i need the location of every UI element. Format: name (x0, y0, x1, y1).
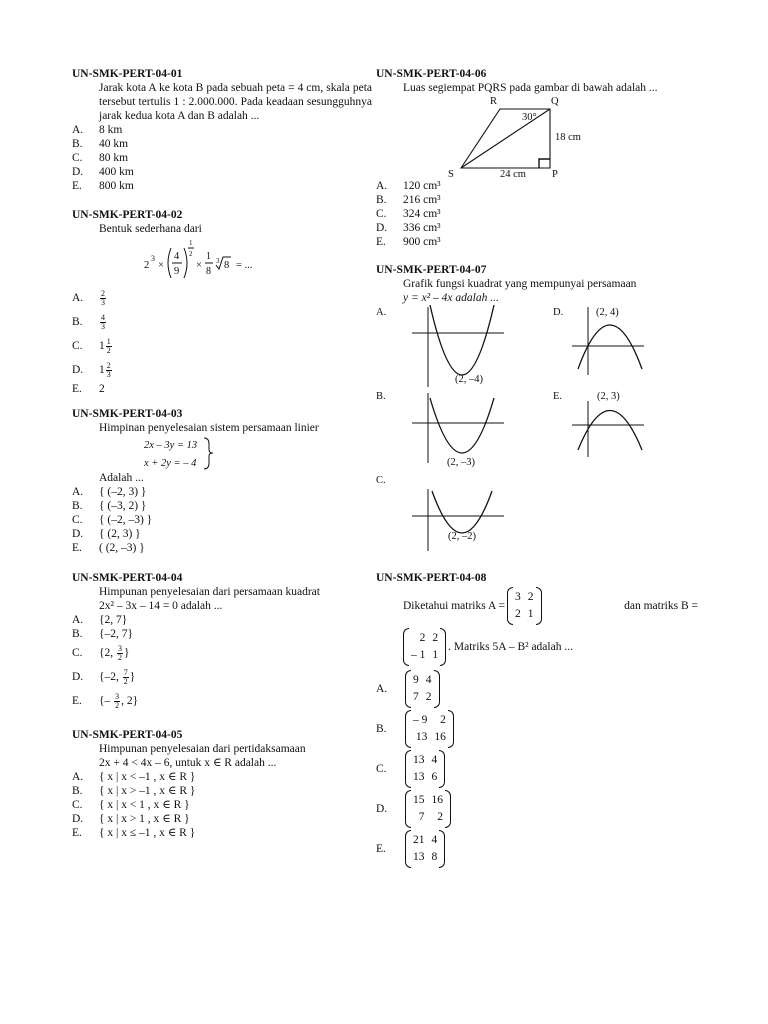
option-d[interactable]: D. 336 cm³ (376, 222, 441, 234)
fraction: $\frac{4}{3}$ (101, 312, 105, 331)
equation-system (72, 435, 372, 471)
question-equation: 2x² – 3x – 14 = 0 adalah ... (99, 600, 223, 612)
question-id: UN-SMK-PERT-04-01 (72, 68, 183, 80)
graph-option-c (412, 489, 504, 551)
svg-text:2x – 3y = 13: 2x – 3y = 13 (144, 440, 198, 451)
svg-text:8: 8 (206, 266, 211, 277)
option-d[interactable]: D. 15 16 7 2 (376, 790, 698, 828)
option-e-label: E. (553, 391, 563, 402)
question-id: UN-SMK-PERT-04-07 (376, 264, 487, 276)
question-stem: Himpinan penyelesaian sistem persamaan linier (99, 422, 319, 434)
option-c-label: C. (376, 475, 386, 486)
svg-text:= ...: = ... (236, 260, 253, 271)
question-04-06 (376, 67, 698, 249)
svg-text:4: 4 (174, 251, 180, 262)
option-e[interactable]: E. {– $\frac{3}{2}$ , 2} (72, 691, 139, 710)
vertex-label-b: (2, –3) (447, 457, 475, 468)
angle-label: 30° (522, 112, 537, 123)
fraction: $\frac{2}{3}$ (106, 360, 111, 379)
matrix: 13 4 13 6 (405, 750, 445, 788)
svg-text:9: 9 (174, 266, 180, 277)
option-c[interactable]: C. 13 4 13 6 (376, 750, 698, 788)
matrix-b: 2 2 – 1 1 (403, 628, 446, 666)
option-e[interactable]: E. 2 (72, 383, 105, 395)
question-04-03 (72, 407, 372, 555)
svg-text:x + 2y = – 4: x + 2y = – 4 (144, 458, 197, 469)
option-e[interactable]: E. { x | x ≤ –1 , x ∈ R } (72, 827, 196, 839)
option-e[interactable]: E. 21 4 13 8 (376, 830, 698, 868)
question-04-01 (72, 67, 372, 193)
svg-text:2: 2 (189, 250, 193, 258)
side-qp-label: 18 cm (555, 132, 581, 143)
question-id: UN-SMK-PERT-04-05 (72, 729, 183, 741)
question-id: UN-SMK-PERT-04-03 (72, 408, 183, 420)
fraction: $\frac{2}{3}$ (101, 288, 105, 307)
option-c[interactable]: C. { (–2, –3) } (72, 514, 153, 526)
question-stem-line-1: Diketahui matriks A = 3 2 2 1 dan matriks B = (376, 587, 698, 625)
question-stem: Luas segiempat PQRS pada gambar di bawah adalah ... (403, 82, 658, 94)
svg-text:8: 8 (224, 260, 230, 271)
option-a[interactable]: A. 120 cm³ (376, 180, 441, 192)
graph-option-b (412, 393, 504, 468)
vertex-r: R (490, 96, 498, 107)
option-b[interactable]: B. – 9 2 13 16 (376, 710, 698, 748)
graph-option-e (572, 391, 644, 457)
matrix: – 9 2 13 16 (405, 710, 454, 748)
question-04-07 (376, 263, 698, 553)
option-d[interactable]: D. {–2, $\frac{7}{2}$ } (72, 667, 136, 686)
option-a[interactable]: A. $\frac{2}{3}$ (72, 288, 105, 307)
fraction: $\frac{7}{2}$ (123, 667, 128, 686)
quadrilateral-figure (376, 95, 698, 179)
vertex-label-a: (2, –4) (455, 374, 483, 385)
option-c[interactable]: C. 324 cm³ (376, 208, 441, 220)
graph-options (376, 305, 698, 553)
matrix: 21 4 13 8 (405, 830, 445, 868)
svg-text:×: × (158, 260, 164, 271)
fraction: $\frac{1}{2}$ (106, 336, 111, 355)
question-stem: Grafik fungsi kuadrat yang mempunyai persamaan (403, 278, 637, 290)
question-id: UN-SMK-PERT-04-02 (72, 209, 183, 221)
option-b-label: B. (376, 391, 386, 402)
question-04-04 (72, 571, 372, 713)
svg-text:1: 1 (189, 239, 193, 247)
question-equation: 2x + 4 < 4x – 6, untuk x ∈ R adalah ... (99, 757, 277, 769)
option-a[interactable]: A. { (–2, 3) } (72, 486, 147, 498)
right-angle-mark (539, 159, 550, 168)
vertex-label-d: (2, 4) (596, 307, 619, 318)
question-tail: Adalah ... (99, 472, 144, 484)
option-b[interactable]: B. {–2, 7} (72, 628, 134, 640)
question-stem: Jarak kota A ke kota B pada sebuah peta = 4 cm, skala peta tersebut tertulis 1 : 2.000.000. Pada keadaan sesungguhnya jarak kedua kota A dan B adalah ... (99, 82, 372, 122)
vertex-s: S (448, 169, 454, 179)
vertex-label-e: (2, 3) (597, 391, 620, 402)
option-b[interactable]: B. { x | x > –1 , x ∈ R } (72, 785, 196, 797)
question-id: UN-SMK-PERT-04-04 (72, 572, 183, 584)
question-equation: y = x² – 4x adalah ... (403, 292, 499, 304)
question-04-08 (376, 571, 698, 868)
vertex-q: Q (551, 96, 559, 107)
option-d[interactable]: D. 1 $\frac{2}{3}$ (72, 360, 111, 379)
question-stem: Himpunan penyelesaian dari pertidaksamaan (99, 743, 306, 755)
option-a[interactable]: A. { x | x < –1 , x ∈ R } (72, 771, 196, 783)
option-c[interactable]: C. 1 $\frac{1}{2}$ (72, 336, 111, 355)
svg-text:3: 3 (216, 257, 220, 265)
option-e[interactable]: E. ( (2, –3) } (72, 542, 145, 554)
question-stem: Bentuk sederhana dari (99, 223, 202, 235)
exponent-expression (72, 236, 372, 286)
option-e[interactable]: E. 800 km (72, 180, 134, 192)
question-04-02 (72, 208, 372, 396)
option-d[interactable]: D. { (2, 3) } (72, 528, 141, 540)
svg-text:×: × (196, 260, 202, 271)
matrix: 15 16 7 2 (405, 790, 451, 828)
option-d[interactable]: D. { x | x > 1 , x ∈ R } (72, 813, 190, 825)
vertex-label-c: (2, –2) (448, 531, 476, 542)
option-c[interactable]: C. {2, $\frac{3}{2}$ } (72, 643, 130, 662)
fraction: $\frac{3}{2}$ (115, 691, 120, 710)
question-id: UN-SMK-PERT-04-08 (376, 572, 487, 584)
matrix-a: 3 2 2 1 (507, 587, 542, 625)
svg-text:3: 3 (151, 254, 155, 263)
option-b[interactable]: B. { (–3, 2) } (72, 500, 147, 512)
option-c[interactable]: C. 80 km (72, 152, 129, 164)
question-stem: Himpunan penyelesaian dari persamaan kuadrat (99, 586, 320, 598)
option-b[interactable]: B. $\frac{4}{3}$ (72, 312, 105, 331)
option-d-label: D. (553, 307, 564, 318)
option-a[interactable]: A. {2, 7} (72, 614, 128, 626)
option-a[interactable]: A. 9 4 7 2 (376, 670, 698, 708)
fraction: $\frac{3}{2}$ (118, 643, 123, 662)
side-sp-label: 24 cm (500, 169, 526, 179)
option-d[interactable]: D. 400 km (72, 166, 134, 178)
question-stem-line-2: 2 2 – 1 1 . Matriks 5A – B² adalah ... (376, 628, 698, 666)
option-b[interactable]: B. 216 cm³ (376, 194, 441, 206)
vertex-p: P (552, 169, 558, 179)
question-id: UN-SMK-PERT-04-06 (376, 68, 487, 80)
option-c[interactable]: C. { x | x < 1 , x ∈ R } (72, 799, 190, 811)
option-a-label: A. (376, 307, 387, 318)
option-e[interactable]: E. 900 cm³ (376, 236, 441, 248)
matrix: 9 4 7 2 (405, 670, 440, 708)
option-a[interactable]: A. 8 km (72, 124, 123, 136)
svg-text:1: 1 (206, 251, 211, 262)
question-04-05 (72, 728, 372, 840)
graph-option-d (572, 307, 644, 375)
svg-text:2: 2 (144, 260, 150, 271)
option-b[interactable]: B. 40 km (72, 138, 129, 150)
graph-option-a (412, 305, 504, 387)
